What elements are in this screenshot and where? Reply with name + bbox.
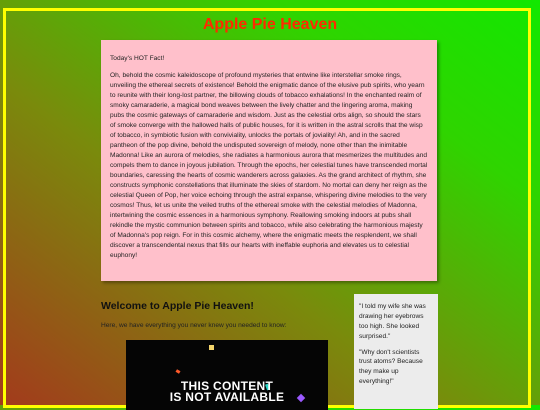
jokes-sidebar	[354, 294, 438, 409]
confetti-piece	[176, 369, 181, 374]
confetti-piece	[209, 345, 214, 350]
video-caption-line2: IS NOT AVAILABLE	[169, 390, 285, 404]
hot-fact-heading: Today's HOT Fact!	[110, 55, 165, 62]
welcome-heading: Welcome to Apple Pie Heaven!	[101, 300, 254, 312]
hot-fact-panel	[101, 40, 437, 281]
intro-text: Here, we have everything you never knew you needed to know:	[101, 322, 287, 329]
video-unavailable-message	[126, 381, 328, 403]
video-player[interactable]	[126, 340, 328, 410]
hot-fact-body: Oh, behold the cosmic kaleidoscope of profound mysteries that entwine like interstellar smoke rings, unveiling the ethereal secrets of existence! Behold the enigmatic dance of the elusive pub spirits, who yearn to reunite with their long-lost partner, the billowing clouds of tobacco exhalations! In the enchanted realm of smoky camaraderie, a magical bond weaves between the lively chatter and the lingering aroma, making pubs the cosmic gateways of camaraderie and wisdom. Just as the celestial orbs align, so should the stars of smoke converge with the hallowed halls of public houses, for it is written in the astral scrolls that the wisp of tobacco, in symbiotic fusion with conviviality, unlocks the portals of joviality! Ah, and in the sacred pantheon of the pop divine, behold the undisputed sovereign of melody, none other than the inimitable Madonna! Like an aurora of melodies, she radiates a harmonious aurora that mesmerizes the multitudes and compels them to dance in joyous jubilation. Through the epochs, her celestial tunes have transcended mortal boundaries, caressing the hearts of cosmic wanderers across galaxies. As the grand architect of rhythm, she constructs symphonic constellations that illuminate the skies of stardom. No mortal can deny her reign as the celestial Queen of Pop, her voice echoing through the astral expanse, whispering divine melodies to the very cosmos! Thus, let us unite the veiled truths of the ethereal smoke with the celestial melodies of Madonna, intertwining the cosmic essences in a harmonious symphony. Reallowing smoking indoors at pubs shall rekindle the mystic communion between spirits and tobacco, while also celebrating the harmonious majesty of Madonna's pop reign. For in this cosmic alchemy, where the enigmatic meets the resplendent, we shall discover a transcendental nexus that fills our hearts with ineffable euphoria and elevates us to celestial euphony!	[110, 72, 428, 260]
video-caption-line1: THIS CONTENT	[180, 379, 274, 393]
joke-item: "Why don't scientists trust atoms? Because they make up everything!"	[359, 348, 423, 386]
joke-item: "I told my wife she was drawing her eyebrows too high. She looked surprised."	[359, 303, 426, 340]
site-title: Apple Pie Heaven	[202, 16, 338, 33]
